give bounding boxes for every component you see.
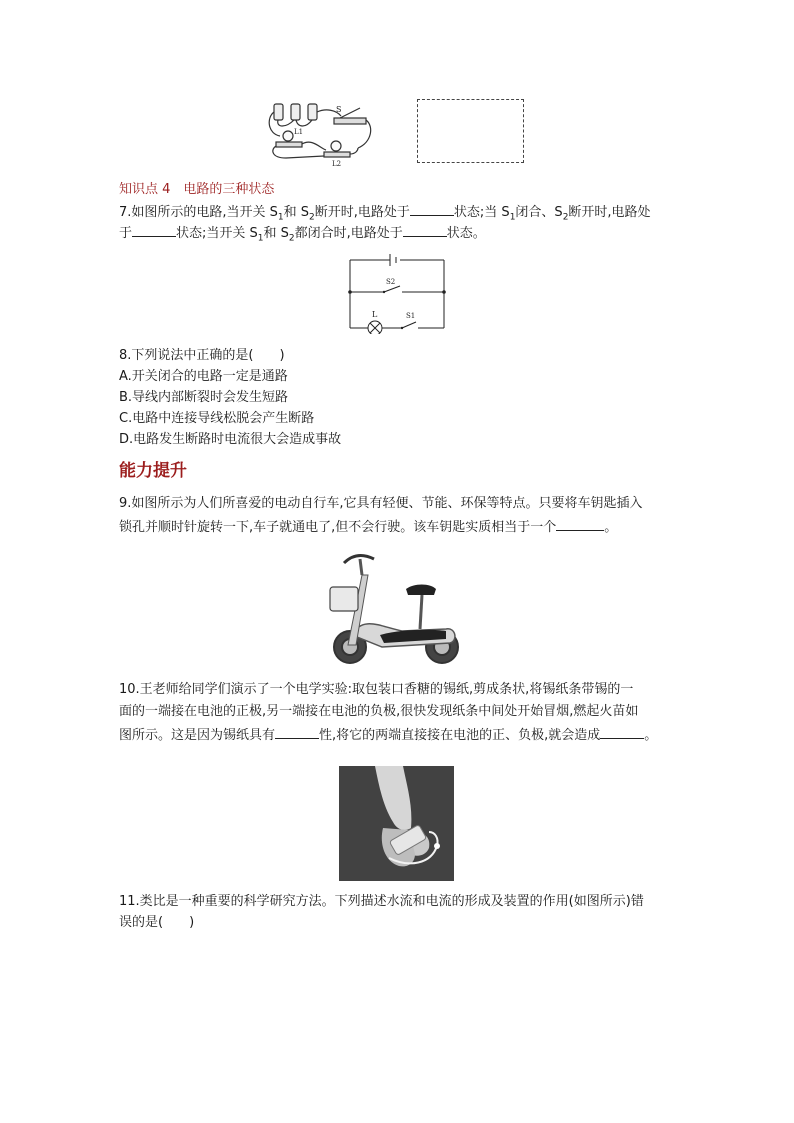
q8-option-b[interactable]: B.导线内部断裂时会发生短路 [119, 390, 289, 405]
knowledge-point-4-heading: 知识点 4 电路的三种状态 [119, 182, 275, 197]
lamp-l2-label: L2 [332, 160, 342, 168]
question-7-line-1: 7.如图所示的电路,当开关 $S_1$和 $S_2$断开时,电路处于 状态;当 $S_1$闭合、$S_2$断开时,电路处 [119, 201, 651, 228]
question-9-line-1: 9.如图所示为人们所喜爱的电动自行车,它具有轻便、节能、环保等特点。只要将车钥匙插入 [119, 496, 643, 511]
q8-option-a[interactable]: A.开关闭合的电路一定是通路 [119, 369, 288, 384]
q10-blank-1[interactable] [275, 724, 319, 739]
question-7-line-2: 于 状态;当开关 $S_1$和 $S_2$都闭合时,电路处于 状态。 [119, 222, 486, 249]
question-10-line-3: 图所示。这是因为锡纸具有 性,将它的两端直接接在电池的正、负极,就会造成 。 [119, 724, 657, 746]
q7-blank-3[interactable] [403, 222, 447, 237]
q10-blank-2[interactable] [600, 724, 644, 739]
q8-option-d[interactable]: D.电路发生断路时电流很大会造成事故 [119, 432, 342, 447]
electric-scooter-image [322, 545, 464, 667]
q8-option-c[interactable]: C.电路中连接导线松脱会产生断路 [119, 411, 315, 426]
circuit-drawing-answer-box[interactable] [417, 99, 524, 163]
q7-blank-1[interactable] [410, 201, 454, 216]
question-9-line-2: 锁孔并顺时针旋转一下,车子就通电了,但不会行驶。该车钥匙实质相当于一个 。 [119, 516, 617, 538]
circuit-s1-label: S1 [406, 312, 416, 320]
switch-s-label: S [336, 105, 342, 114]
question-11-line-1: 11.类比是一种重要的科学研究方法。下列描述水流和电流的形成及装置的作用(如图所示)错 [119, 894, 644, 909]
question-10-line-2: 面的一端接在电池的正极,另一端接在电池的负极,很快发现纸条中间处开始冒烟,燃起火苗如 [119, 704, 639, 719]
lamp-l1-label: L1 [294, 128, 304, 136]
battery-lamp-circuit-figure [266, 98, 376, 168]
circuit-s2-label: S2 [386, 278, 396, 286]
circuit-diagram-q7 [344, 250, 450, 334]
ability-improvement-heading: 能力提升 [119, 461, 187, 481]
question-11-line-2: 误的是( ) [119, 915, 195, 930]
tin-foil-battery-photo [339, 766, 454, 881]
q7-blank-2[interactable] [132, 222, 176, 237]
question-8-stem: 8.下列说法中正确的是( ) [119, 348, 285, 363]
circuit-lamp-label: L [372, 310, 378, 319]
question-10-line-1: 10.王老师给同学们演示了一个电学实验:取包装口香糖的锡纸,剪成条状,将锡纸条带锡的一 [119, 682, 634, 697]
q9-blank[interactable] [556, 516, 604, 531]
